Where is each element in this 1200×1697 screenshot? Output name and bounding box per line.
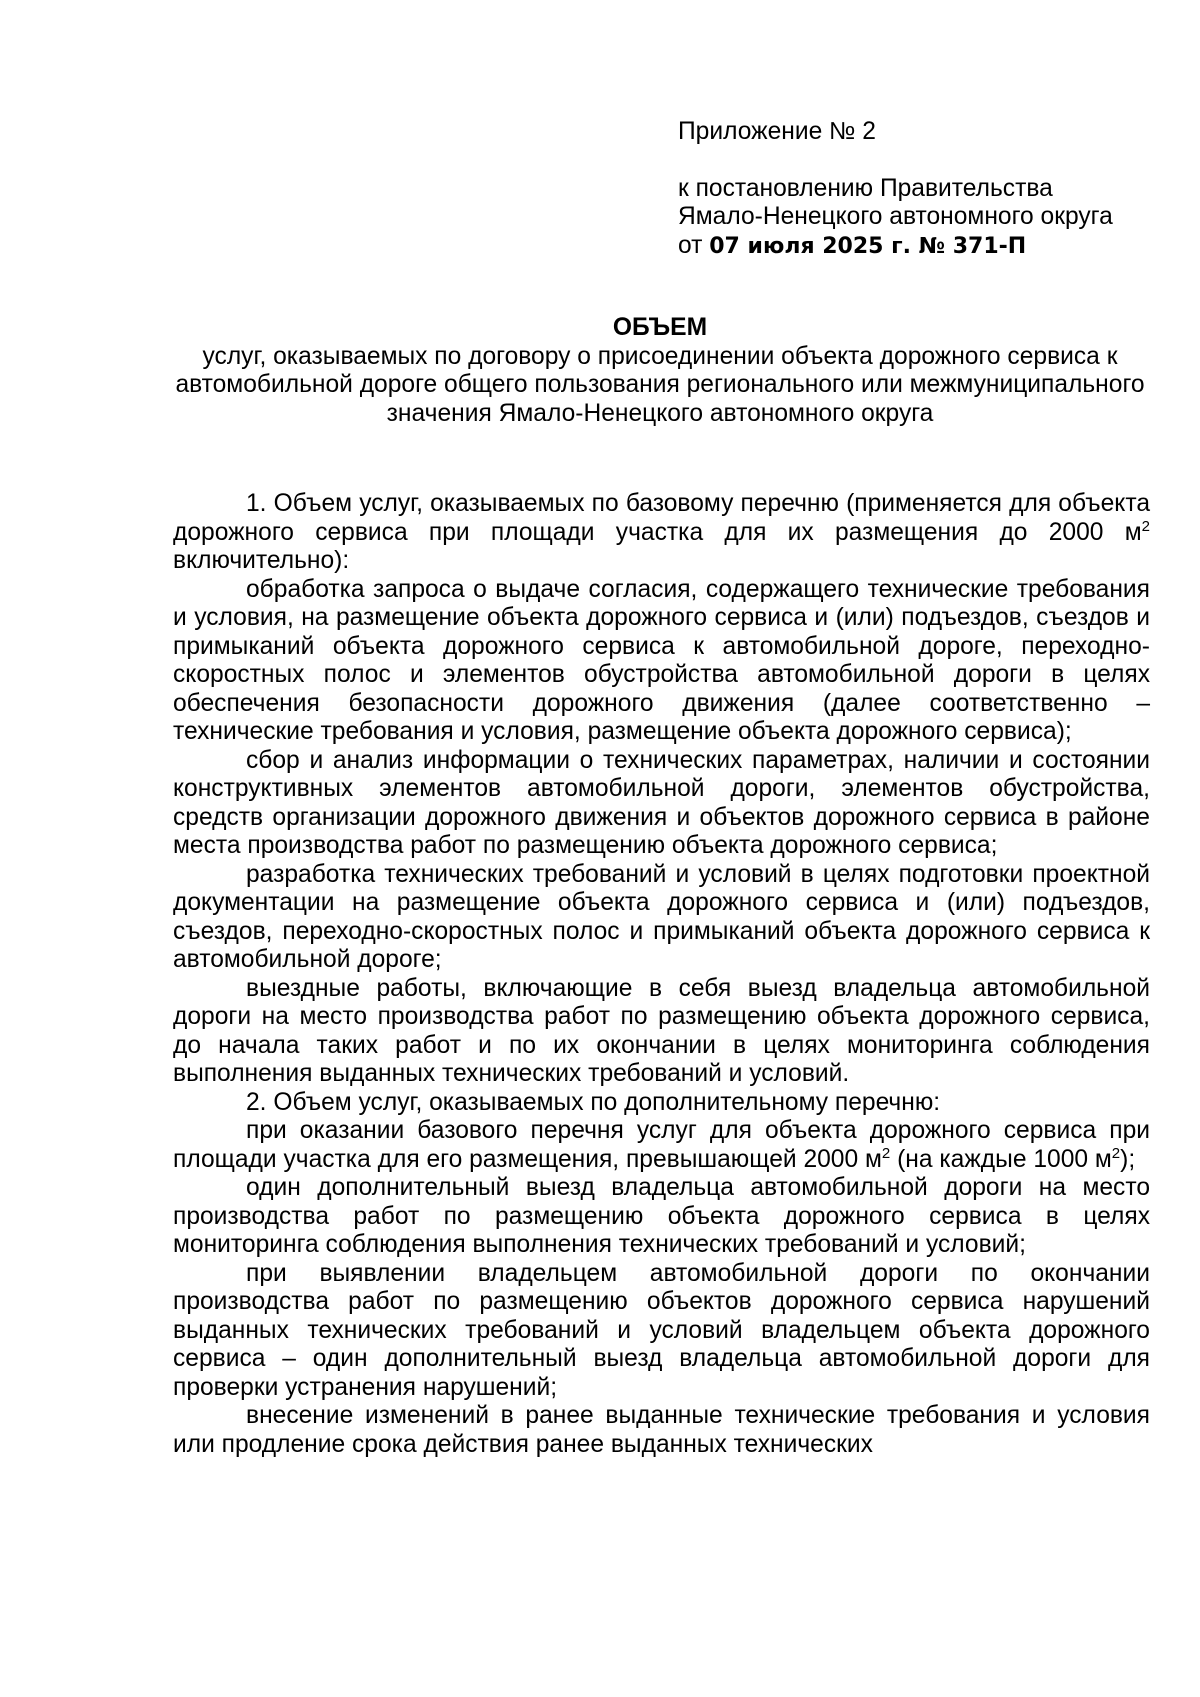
title-subtitle: услуг, оказываемых по договору о присоединении объекта дорожного сервиса к автомобильной дороге общего пользования регионального или межмуниципального значения Ямало-Ненецкого автономного округа: [175, 342, 1145, 427]
paragraph-6: 2. Объем услуг, оказываемых по дополнительному перечню:: [246, 1088, 941, 1116]
paragraph-7-text: при оказании базового перечня услуг для объекта дорожного сервиса при площади участка для его размещения, превышающей 2000 м: [173, 1117, 1150, 1173]
paragraph-1-tail: включительно):: [173, 547, 350, 574]
paragraph-9: при выявлении владельцем автомобильной дороги по окончании производства работ по размещению объектов дорожного сервиса нарушений выданных технических требований и условий владельцем объекта дорожного сервиса – один дополнительный выезд владельца автомобильной дороги для проверки устранения нарушений;: [173, 1259, 1150, 1401]
resolution-date-number: 07 июля 2025 г. № 371-П: [709, 233, 1027, 259]
document-title: [170, 314, 1150, 428]
title-heading: ОБЪЕМ: [612, 314, 708, 341]
paragraph-3: сбор и анализ информации о технических параметрах, наличии и состоянии конструктивных элементов автомобильной дороги, элементов обустройства, средств организации дорожного движения и объектов дорожного сервиса в районе места производства работ по размещению объекта дорожного сервиса;: [173, 746, 1150, 859]
superscript: 2: [881, 1144, 891, 1162]
appendix-line-1: к постановлению Правительства: [678, 174, 1053, 202]
appendix-date-line: [678, 232, 1178, 262]
appendix-label: Приложение № 2: [678, 118, 876, 145]
date-prefix: от: [678, 231, 703, 259]
paragraph-10: внесение изменений в ранее выданные технические требования и условия или продление срока действия ранее выданных технических: [173, 1402, 1150, 1458]
superscript: 2: [1111, 1144, 1121, 1162]
paragraph-2: обработка запроса о выдаче согласия, содержащего технические требования и условия, на размещение объекта дорожного сервиса и (или) подъездов, съездов и примыканий объекта дорожного сервиса к автомобильной дороге, переходно-скоростных полос и элементов обустройства автомобильной дороги в целях обеспечения безопасности дорожного движения (далее соответственно – технические требования и условия, размещение объекта дорожного сервиса);: [173, 575, 1150, 745]
paragraph-8: один дополнительный выезд владельца автомобильной дороги на место производства работ по размещению объекта дорожного сервиса в целях мониторинга соблюдения выполнения технических требований и условий;: [173, 1174, 1150, 1258]
paragraph-7-middle: (на каждые 1000 м: [890, 1145, 1112, 1173]
paragraph-7-tail: );: [1120, 1145, 1136, 1173]
document-body: [173, 490, 1150, 1459]
superscript: 2: [1141, 517, 1150, 535]
paragraph-7: [173, 1117, 1150, 1174]
appendix-line-2: Ямало-Ненецкого автономного округа: [678, 203, 1113, 230]
paragraph-5: выездные работы, включающие в себя выезд владельца автомобильной дороги на место производства работ по размещению объекта дорожного сервиса, до начала таких работ и по их окончании в целях мониторинга соблюдения выполнения выданных технических требований и условий.: [173, 974, 1150, 1087]
paragraph-4: разработка технических требований и условий в целях подготовки проектной документации на размещение объекта дорожного сервиса и (или) подъездов, съездов, переходно-скоростных полос и примыканий объекта дорожного сервиса к автомобильной дороге;: [173, 860, 1150, 973]
appendix-block: [678, 118, 1178, 261]
paragraph-1: [173, 490, 1150, 576]
paragraph-1-text: 1. Объем услуг, оказываемых по базовому перечню (применяется для объекта дорожного сервиса при площади участка для их размещения до 2000 м: [173, 490, 1150, 546]
